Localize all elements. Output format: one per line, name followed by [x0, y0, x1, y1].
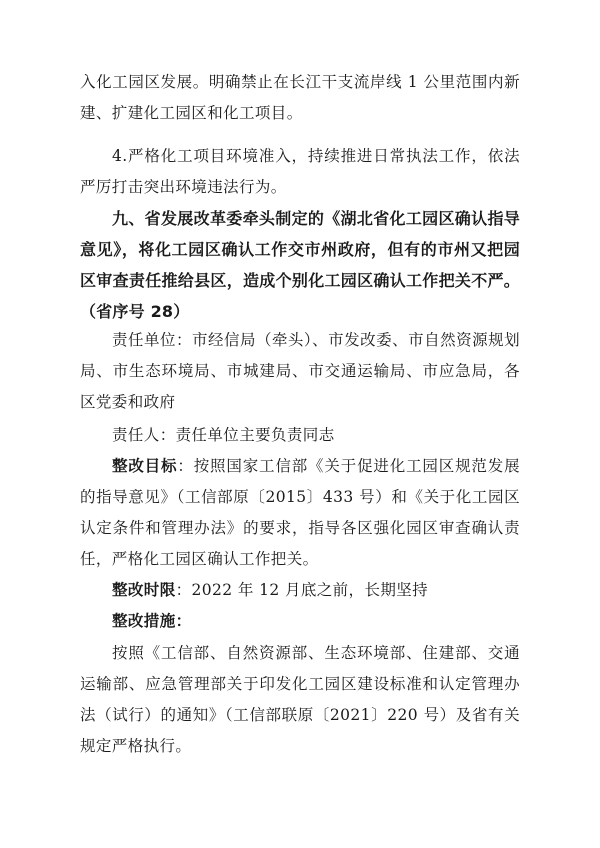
responsible-units: 责任单位：市经信局（牵头）、市发改委、市自然资源规划局、市生态环境局、市城建局、市交通运输局、市应急局，各区党委和政府: [80, 331, 520, 411]
paragraph-continuation: 入化工园区发展。明确禁止在长江干支流岸线 1 公里范围内新建、扩建化工园区和化工项目。: [80, 73, 520, 122]
rectification-deadline-label: 整改时限: [112, 581, 176, 599]
rectification-deadline-text: ：2022 年 12 月底之前，长期坚持: [175, 581, 429, 599]
paragraph-item-4: 4.严格化工项目环境准入，持续推进日常执法工作，依法严厉打击突出环境违法行为。: [80, 147, 520, 196]
rectification-goal: [80, 451, 520, 575]
section-heading-nine: 九、省发展改革委牵头制定的《湖北省化工园区确认指导意见》，将化工园区确认工作交市州政府，但有的市州又把园区审查责任推给县区，造成个别化工园区确认工作把关不严。（省序号 28）: [80, 209, 520, 321]
rectification-measures-label: 整改措施：: [112, 612, 192, 630]
rectification-goal-label: 整改目标: [112, 457, 178, 475]
rectification-goal-text: ：按照国家工信部《关于促进化工园区规范发展的指导意见》（工信部原〔2015〕433 号）和《关于化工园区认定条件和管理办法》的要求，指导各区强化园区审查确认责任，严格化工园区确认工作把关。: [80, 457, 520, 568]
rectification-deadline: [80, 575, 520, 606]
responsible-person: 责任人：责任单位主要负责同志: [112, 426, 335, 444]
rectification-measures-text: 按照《工信部、自然资源部、生态环境部、住建部、交通运输部、应急管理部关于印发化工园区建设标准和认定管理办法（试行）的通知》（工信部联原〔2021〕220 号）及省有关规定严格执行。: [80, 644, 520, 755]
